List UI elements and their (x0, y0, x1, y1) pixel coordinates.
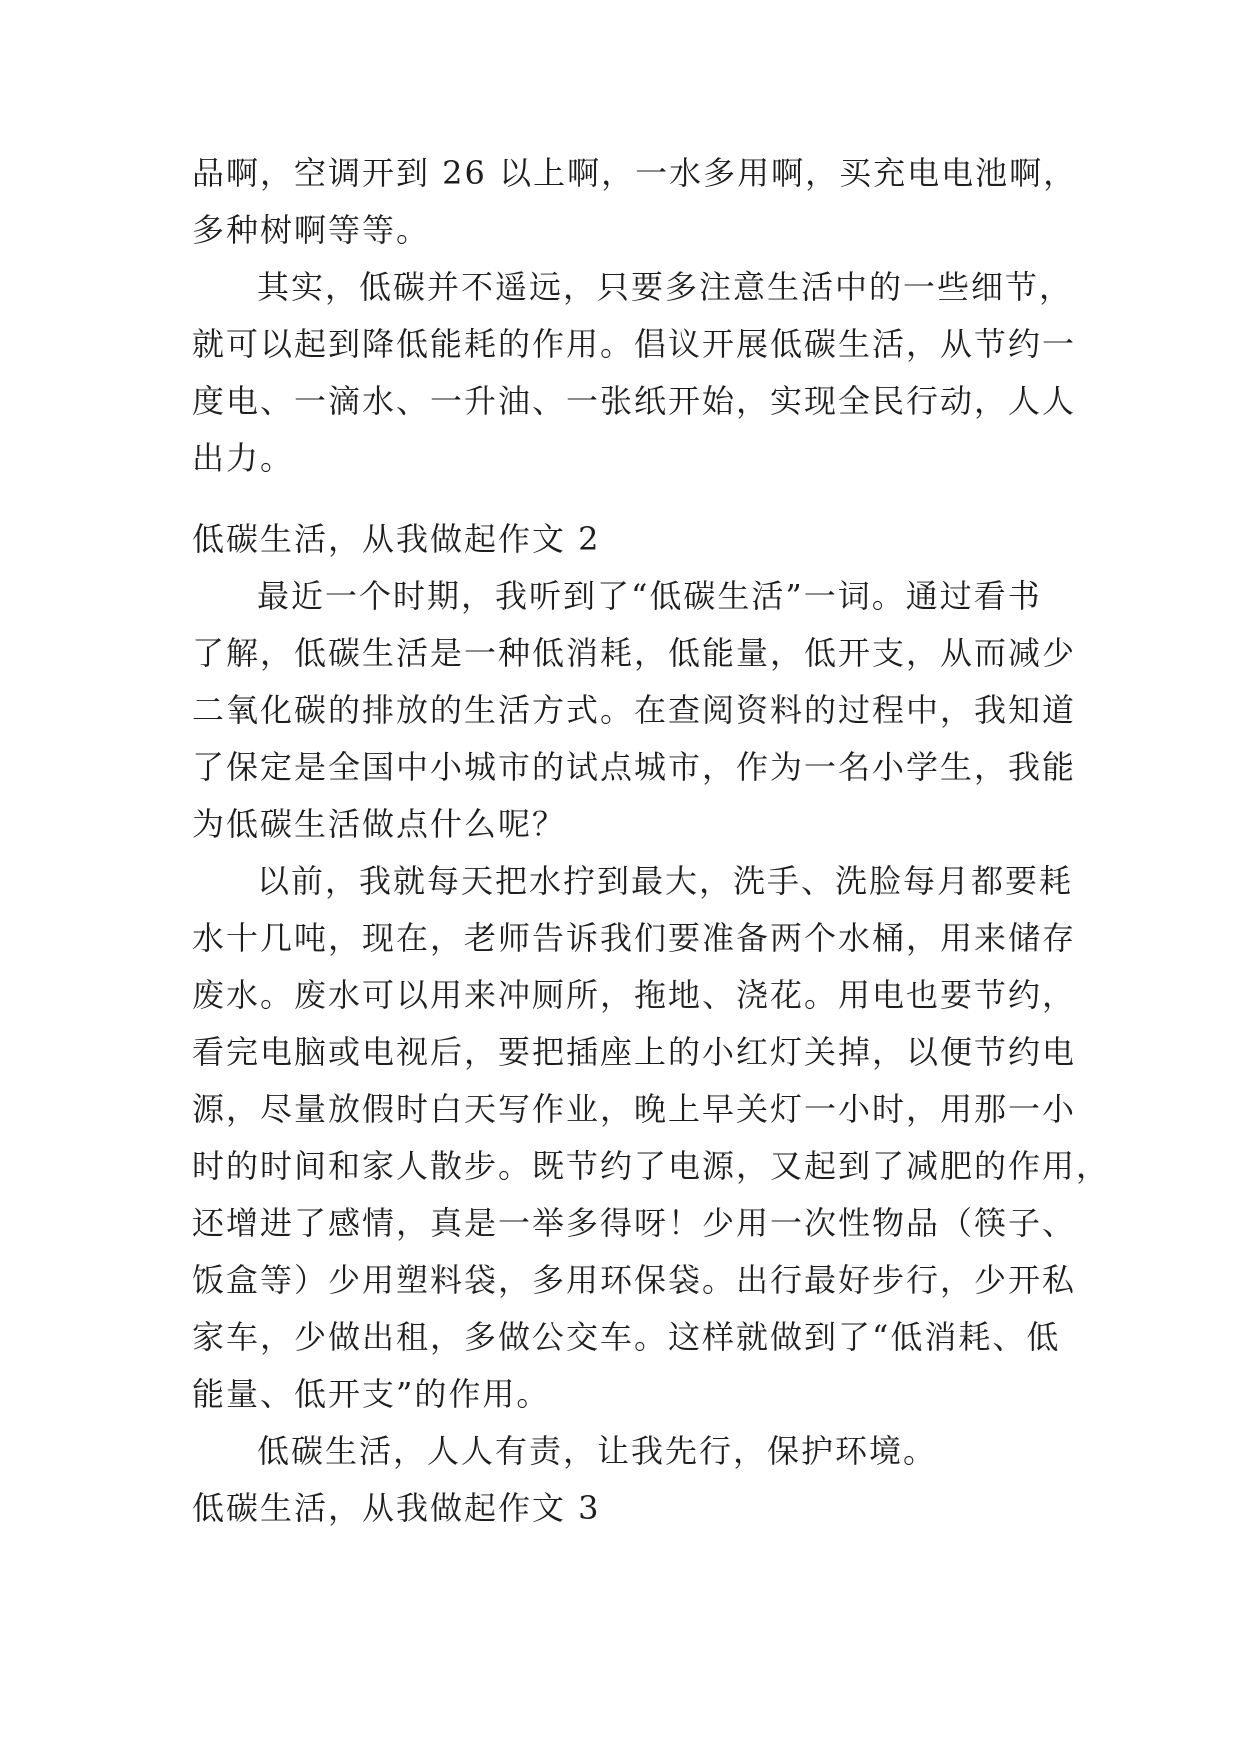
body-text-line: 出力。 (192, 439, 295, 477)
body-text-line: 多种树啊等等。 (192, 211, 431, 249)
section-heading: 低碳生活，从我做起作文 3 (192, 1489, 601, 1527)
body-text-line: 为低碳生活做点什么呢？ (192, 805, 567, 843)
body-text-line: 就可以起到降低能耗的作用。倡议开展低碳生活，从节约一 (192, 325, 1077, 363)
body-text-line: 品啊，空调开到 26 以上啊，一水多用啊，买充电电池啊， (192, 154, 1078, 192)
body-text-line: 废水。废水可以用来冲厕所，拖地、浇花。用电也要节约， (192, 976, 1077, 1014)
body-text-line: 能量、低开支”的作用。 (192, 1375, 551, 1413)
paragraph-first-line: 其实，低碳并不遥远，只要多注意生活中的一些细节， (257, 268, 1074, 306)
paragraph-first-line: 最近一个时期，我听到了“低碳生活”一词。通过看书 (257, 577, 1042, 615)
body-text-line: 饭盒等）少用塑料袋，多用环保袋。出行最好步行，少开私 (192, 1261, 1077, 1299)
paragraph-first-line: 低碳生活，人人有责，让我先行，保护环境。 (257, 1432, 938, 1470)
body-text-line: 二氧化碳的排放的生活方式。在查阅资料的过程中，我知道 (192, 691, 1077, 729)
body-text-line: 还增进了感情，真是一举多得呀！少用一次性物品（筷子、 (192, 1204, 1077, 1242)
body-text-line: 水十几吨，现在，老师告诉我们要准备两个水桶，用来储存 (192, 919, 1077, 957)
body-text-line: 源，尽量放假时白天写作业，晚上早关灯一小时，用那一小 (192, 1090, 1077, 1128)
body-text-line: 时的时间和家人散步。既节约了电源，又起到了减肥的作用， (192, 1147, 1111, 1185)
paragraph-first-line: 以前，我就每天把水拧到最大，洗手、洗脸每月都要耗 (257, 862, 1074, 900)
section-heading: 低碳生活，从我做起作文 2 (192, 520, 601, 558)
body-text-line: 家车，少做出租，多做公交车。这样就做到了“低消耗、低 (192, 1318, 1061, 1356)
body-text-line: 了解，低碳生活是一种低消耗，低能量，低开支，从而减少 (192, 634, 1077, 672)
body-text-line: 度电、一滴水、一升油、一张纸开始，实现全民行动，人人 (192, 382, 1077, 420)
body-text-line: 了保定是全国中小城市的试点城市，作为一名小学生，我能 (192, 748, 1077, 786)
body-text-line: 看完电脑或电视后，要把插座上的小红灯关掉，以便节约电 (192, 1033, 1077, 1071)
